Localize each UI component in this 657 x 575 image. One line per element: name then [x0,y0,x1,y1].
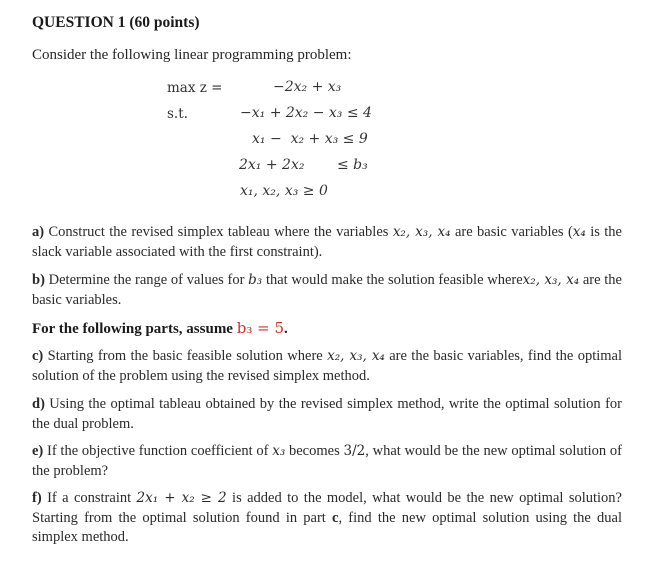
part-b-label: b) [32,272,45,288]
part-f-constraint: 2x₁ + x₂ ≥ 2 [136,490,227,506]
part-d-text: Using the optimal tableau obtained by the revised simplex method, write the optimal solution for the dual problem. [32,396,622,432]
part-f-text-2: is added to the model, what would be the new optimal solution? Starting from the optimal solution found in part [32,490,622,526]
part-d [32,395,622,434]
part-b-text-2: that would make the solution feasible where [262,272,523,288]
lp-max-label: max z = [167,80,223,96]
part-e-text-2: becomes [285,443,344,459]
part-b-var: b₃ [248,272,263,288]
part-b-text-1: Determine the range of values for [44,272,249,288]
part-e-label: e) [32,443,44,459]
lp-objective: −2x₂ + x₃ [273,79,342,95]
assumption-text: For the following parts, assume [32,321,237,337]
part-e-var: x₃ [272,443,286,459]
lp-constraint-3-lhs: 2x₁ + 2x₂ [239,157,305,173]
part-a-text-1: Construct the revised simplex tableau where the variables [44,224,393,240]
part-d-label: d) [32,396,45,412]
question-intro: Consider the following linear programming problem: [32,47,352,63]
part-c [32,347,622,386]
part-b-text-3: are the basic variables. [32,272,622,308]
part-a-text-2: are basic variables ( [450,224,573,240]
lp-constraint-2: x₁ − x₂ + x₃ ≤ 9 [252,131,368,147]
part-c-text-1: Starting from the basic feasible solution where [43,348,328,364]
assumption-value: b₃ = 5 [236,319,284,337]
part-a-var: x₄ [572,224,586,240]
part-a-vars: x₂, x₃, x₄ [392,224,451,240]
question-heading: QUESTION 1 (60 points) [32,14,200,31]
part-f-part-ref: c [332,509,339,526]
part-e-value: 3/2 [343,443,366,459]
part-a-label: a) [32,224,45,240]
assumption-line [32,319,288,338]
part-a-text-3: is the slack variable associated with the first constraint). [32,224,622,260]
part-b [32,271,622,310]
part-c-vars: x₂, x₃, x₄ [327,348,385,364]
part-f-text-1: If a constraint [41,490,137,506]
part-c-text-2: are the basic variables, find the optimal solution of the problem using the revised simplex method. [32,348,623,384]
part-a [32,223,622,262]
assumption-end: . [284,321,288,337]
part-e [32,442,622,481]
part-b-vars: x₂, x₃, x₄ [522,272,580,288]
lp-constraint-1: −x₁ + 2x₂ − x₃ ≤ 4 [240,105,372,121]
part-f-text-3: , find the new optimal solution using the dual simplex method. [32,509,623,545]
lp-constraint-3-rhs: ≤ b₃ [337,157,368,173]
lp-st-label: s.t. [167,106,188,122]
part-f [32,489,622,548]
part-f-label: f) [32,490,42,506]
lp-nonnegativity: x₁, x₂, x₃ ≥ 0 [240,183,328,199]
part-e-text-3: , what would be the new optimal solution of the problem? [32,443,622,479]
part-c-label: c) [32,348,44,364]
part-e-text-1: If the objective function coefficient of [43,443,273,459]
